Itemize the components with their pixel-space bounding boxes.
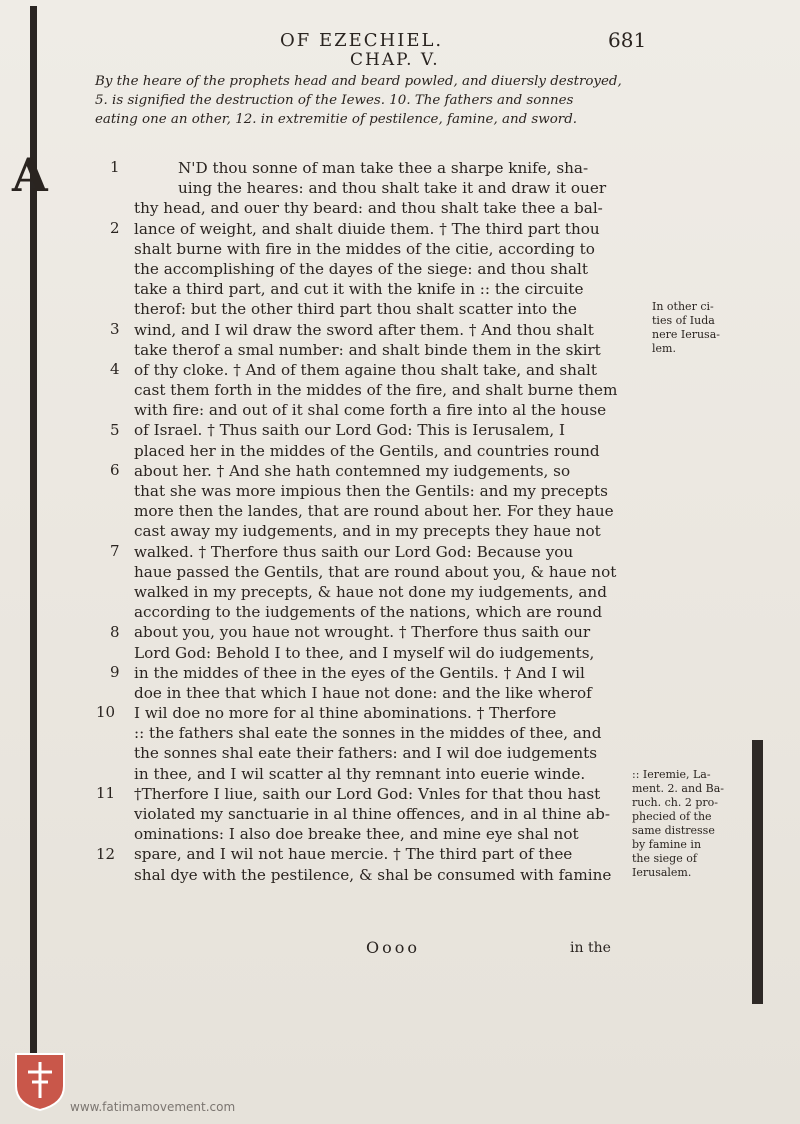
body-line: lance of weight, and shalt diuide them. † The third part thou [134, 219, 600, 238]
signature-mark: Oooo [366, 938, 421, 957]
body-line: shalt burne with fire in the middes of the citie, according to [134, 239, 595, 258]
page-number: 681 [608, 28, 647, 52]
verse-number: 10 [96, 703, 116, 722]
body-line: therof: but the other third part thou shalt scatter into the [134, 300, 577, 319]
body-line: of thy cloke. † And of them againe thou shalt take, and shalt [134, 360, 597, 379]
body-line: N'D thou sonne of man take thee a sharpe knife, sha- [178, 159, 589, 177]
body-line: that she was more impious then the Gentils: and my precepts [134, 482, 608, 500]
body-line: haue passed the Gentils, that are round about you, & haue not [134, 562, 617, 581]
argument-line: 5. is signified the destruction of the Iewes. 10. The fathers and sonnes [95, 93, 574, 108]
body-line: the accomplishing of the dayes of the siege: and thou shalt [134, 259, 588, 278]
shield-logo-icon [14, 1052, 66, 1112]
margin-note-line: by famine in [632, 838, 702, 851]
margin-note-line: nere Ierusa- [652, 328, 720, 341]
body-line: according to the iudgements of the nations, which are round [134, 603, 603, 622]
body-line: cast away my iudgements, and in my precepts they haue not [134, 522, 601, 541]
verse-number: 8 [110, 622, 120, 641]
margin-note-b [632, 768, 724, 880]
body-line: doe in thee that which I haue not done: and the like wherof [134, 683, 592, 702]
body-line: I wil doe no more for al thine abominations. † Therfore [134, 704, 557, 723]
margin-note-line: lem. [652, 342, 676, 355]
margin-note-a [652, 300, 720, 356]
catchword: in the [570, 940, 611, 956]
verse-number: 6 [110, 461, 120, 479]
margin-note-line: phecied of the [632, 810, 712, 823]
website-watermark: www.fatimamovement.com [70, 1100, 236, 1114]
body-line: walked. † Therfore thus saith our Lord God: Because you [134, 542, 574, 561]
body-line: more then the landes, that are round about her. For they haue [134, 502, 614, 521]
verse-number: 5 [110, 420, 120, 439]
body-line: uing the heares: and thou shalt take it and draw it ouer [178, 179, 607, 198]
body-line: violated my sanctuarie in al thine offences, and in al thine ab- [134, 805, 610, 823]
body-line: with fire: and out of it shal come forth a fire into al the house [134, 401, 607, 420]
body-line: spare, and I wil not haue mercie. † The third part of thee [134, 845, 573, 864]
argument-line: By the heare of the prophets head and beard powled, and diuersly destroyed, [95, 74, 622, 89]
body-line: ominations: I also doe breake thee, and mine eye shal not [134, 825, 579, 844]
drop-capital: A [12, 148, 48, 202]
body-line: take a third part, and cut it with the knife in :: the circuite [134, 280, 584, 299]
margin-note-line: :: Ieremie, La- [632, 768, 711, 781]
body-line: about her. † And she hath contemned my iudgements, so [134, 461, 571, 480]
body-line: about you, you haue not wrought. † Therfore thus saith our [134, 623, 591, 642]
chapter-heading: CHAP. V. [350, 50, 440, 70]
page-edge-bar-right [752, 740, 763, 1004]
chapter-argument [95, 72, 655, 129]
body-line: the sonnes shal eate their fathers: and I wil doe iudgements [134, 744, 598, 763]
body-line: take therof a smal number: and shalt binde them in the skirt [134, 340, 601, 359]
body-line: shal dye with the pestilence, & shal be consumed with famine [134, 865, 612, 884]
verse-number: 4 [110, 360, 120, 378]
argument-line: eating one an other, 12. in extremitie of pestilence, famine, and sword. [95, 112, 578, 127]
verse-number: 1 [110, 158, 120, 176]
body-line: thy head, and ouer thy beard: and thou shalt take thee a bal- [134, 199, 603, 218]
body-line: Lord God: Behold I to thee, and I myself wil do iudgements, [134, 643, 595, 662]
margin-note-line: Ierusalem. [632, 866, 692, 879]
margin-note-line: In other ci- [652, 300, 714, 313]
running-title: OF EZECHIEL. [280, 30, 444, 51]
margin-note-line: ties of Iuda [652, 314, 715, 327]
margin-note-line: same distresse [632, 824, 715, 837]
verse-number: 7 [110, 541, 120, 560]
margin-note-line: ruch. ch. 2 pro- [632, 796, 718, 809]
verse-number: 3 [110, 319, 120, 338]
body-text [134, 158, 646, 885]
body-line: cast them forth in the middes of the fire, and shalt burne them [134, 381, 618, 400]
body-line: :: the fathers shal eate the sonnes in the middes of thee, and [134, 724, 602, 743]
verse-number: 9 [110, 663, 120, 681]
body-line: walked in my precepts, & haue not done my iudgements, and [134, 582, 607, 601]
body-line: †Therfore I liue, saith our Lord God: Vnles for that thou hast [134, 784, 601, 803]
body-line: placed her in the middes of the Gentils, and countries round [134, 441, 600, 460]
margin-note-line: ment. 2. and Ba- [632, 782, 724, 795]
verse-number: 11 [96, 784, 116, 803]
body-line: wind, and I wil draw the sword after them. † And thou shalt [134, 320, 594, 339]
body-line: in the middes of thee in the eyes of the Gentils. † And I wil [134, 663, 585, 682]
verse-number: 2 [110, 218, 120, 237]
body-line: in thee, and I wil scatter al thy remnant into euerie winde. [134, 764, 586, 783]
verse-number: 12 [96, 844, 116, 863]
body-line: of Israel. † Thus saith our Lord God: This is Ierusalem, I [134, 421, 565, 440]
margin-note-line: the siege of [632, 852, 697, 865]
